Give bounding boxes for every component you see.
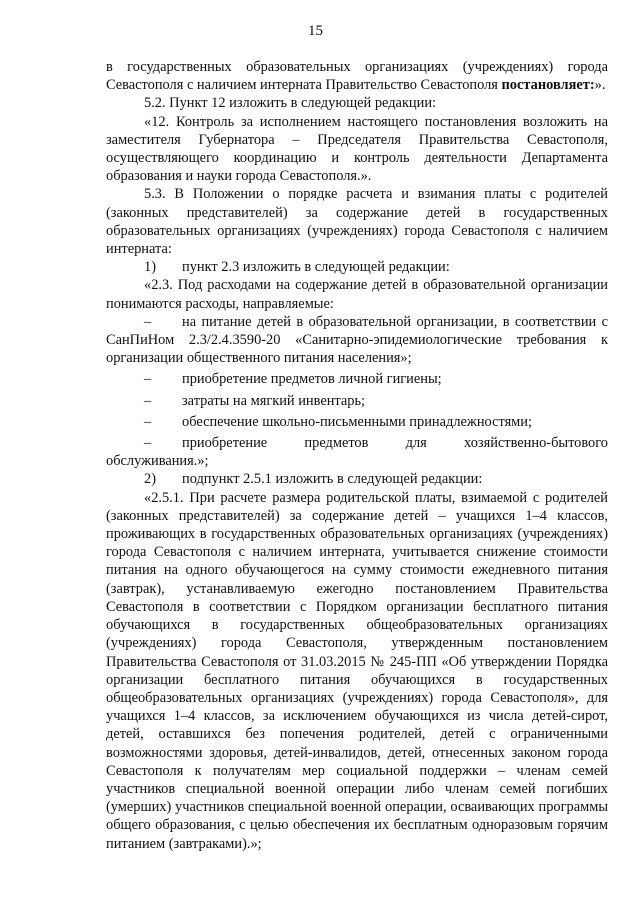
list-marker-2: 2) — [144, 471, 156, 488]
document-body — [106, 58, 608, 853]
paragraph-item-12: «12. Контроль за исполнением настоящего постановления возложить на заместителя Губернатора – Председателя Правительства Севастополя, осуществляющего координацию и контроль деятельности Департамента образования и науки города Севастополя.». — [106, 113, 608, 185]
paragraph-intro — [106, 58, 608, 94]
dash-marker: – — [144, 371, 152, 388]
paragraph-intro-tail: ». — [594, 77, 606, 94]
dash-item-5 — [106, 434, 608, 470]
paragraph-2-3: «2.3. Под расходами на содержание детей в образовательной организации понимаются расходы, направляемые: — [106, 277, 608, 312]
paragraph-5-3: 5.3. В Положении о порядке расчета и взимания платы с родителей (законных представителей) за содержание детей в государственных образовательных организациях (учреждениях) города Севастополя с наличием интерната: — [106, 186, 608, 258]
list-item-2 — [106, 470, 608, 488]
dash-marker: – — [144, 413, 152, 430]
dash-marker: – — [144, 435, 152, 452]
dash-item-3 — [106, 392, 608, 410]
paragraph-5-2: 5.2. Пункт 12 изложить в следующей редакции: — [144, 95, 437, 112]
dash-text-4: обеспечение школьно-письменными принадлежностями; — [182, 413, 532, 430]
dash-item-1 — [106, 313, 608, 368]
dash-item-2 — [106, 370, 608, 388]
dash-marker: – — [144, 313, 152, 330]
paragraph-intro-bold: постановляет: — [501, 77, 595, 94]
dash-text-3: затраты на мягкий инвентарь; — [182, 392, 366, 409]
list-text-2: подпункт 2.5.1 изложить в следующей редакции: — [182, 471, 483, 488]
dash-text-2: приобретение предметов личной гигиены; — [182, 371, 442, 388]
dash-text-1: на питание детей в образовательной организации, в соответствии с СанПиНом 2.3/2.4.3590-20 «Санитарно-эпидемиологические требования к организации общественного питания населения»; — [106, 313, 608, 367]
list-marker-1: 1) — [144, 259, 156, 276]
paragraph-2-5-1: «2.5.1. При расчете размера родительской платы, взимаемой с родителей (законных представителей) за содержание детей – учащихся 1–4 классов, проживающих в государственных образовательных организациях (учреждениях) города Севастополя с наличием интерната, учитывается снижение стоимости питания на одного обучающегося на сумму стоимости ежедневного питания (завтрак), устанавливаемую ежегодно постановлением Правительства Севастополя в соответствии с Порядком организации бесплатного питания обучающихся в государственных общеобразовательных организациях (учреждениях) города Севастополя, утвержденным постановлением Правительства Севастополя от 31.03.2015 № 245-ПП «Об утверждении Порядка организации бесплатного питания обучающихся в государственных общеобразовательных организациях (учреждениях) города Севастополя», для учащихся 1–4 классов, за исключением обучающихся из числа детей-сирот, детей, оставшихся без попечения родителей, детей с ограниченными возможностями здоровья, детей-инвалидов, детей, отнесенных законом города Севастополя к получателям мер социальной поддержки – членам семей участников специальной военной операции либо членам семей погибших (умерших) участников специальной военной операции, осваивающих программы общего образования, с целью обеспечения их бесплатным одноразовым горячим питанием (завтраками).»; — [106, 489, 608, 852]
list-item-1 — [106, 258, 608, 276]
dash-text-5: приобретение предметов для хозяйственно-бытового обслуживания.»; — [106, 435, 608, 470]
dash-item-4 — [106, 413, 608, 431]
paragraph-intro-text: в государственных образовательных организациях (учреждениях) города Севастополя с наличием интерната Правительство Севастополя — [106, 59, 608, 94]
page-number: 15 — [308, 23, 323, 39]
dash-marker: – — [144, 392, 152, 409]
list-text-1: пункт 2.3 изложить в следующей редакции: — [182, 259, 450, 276]
